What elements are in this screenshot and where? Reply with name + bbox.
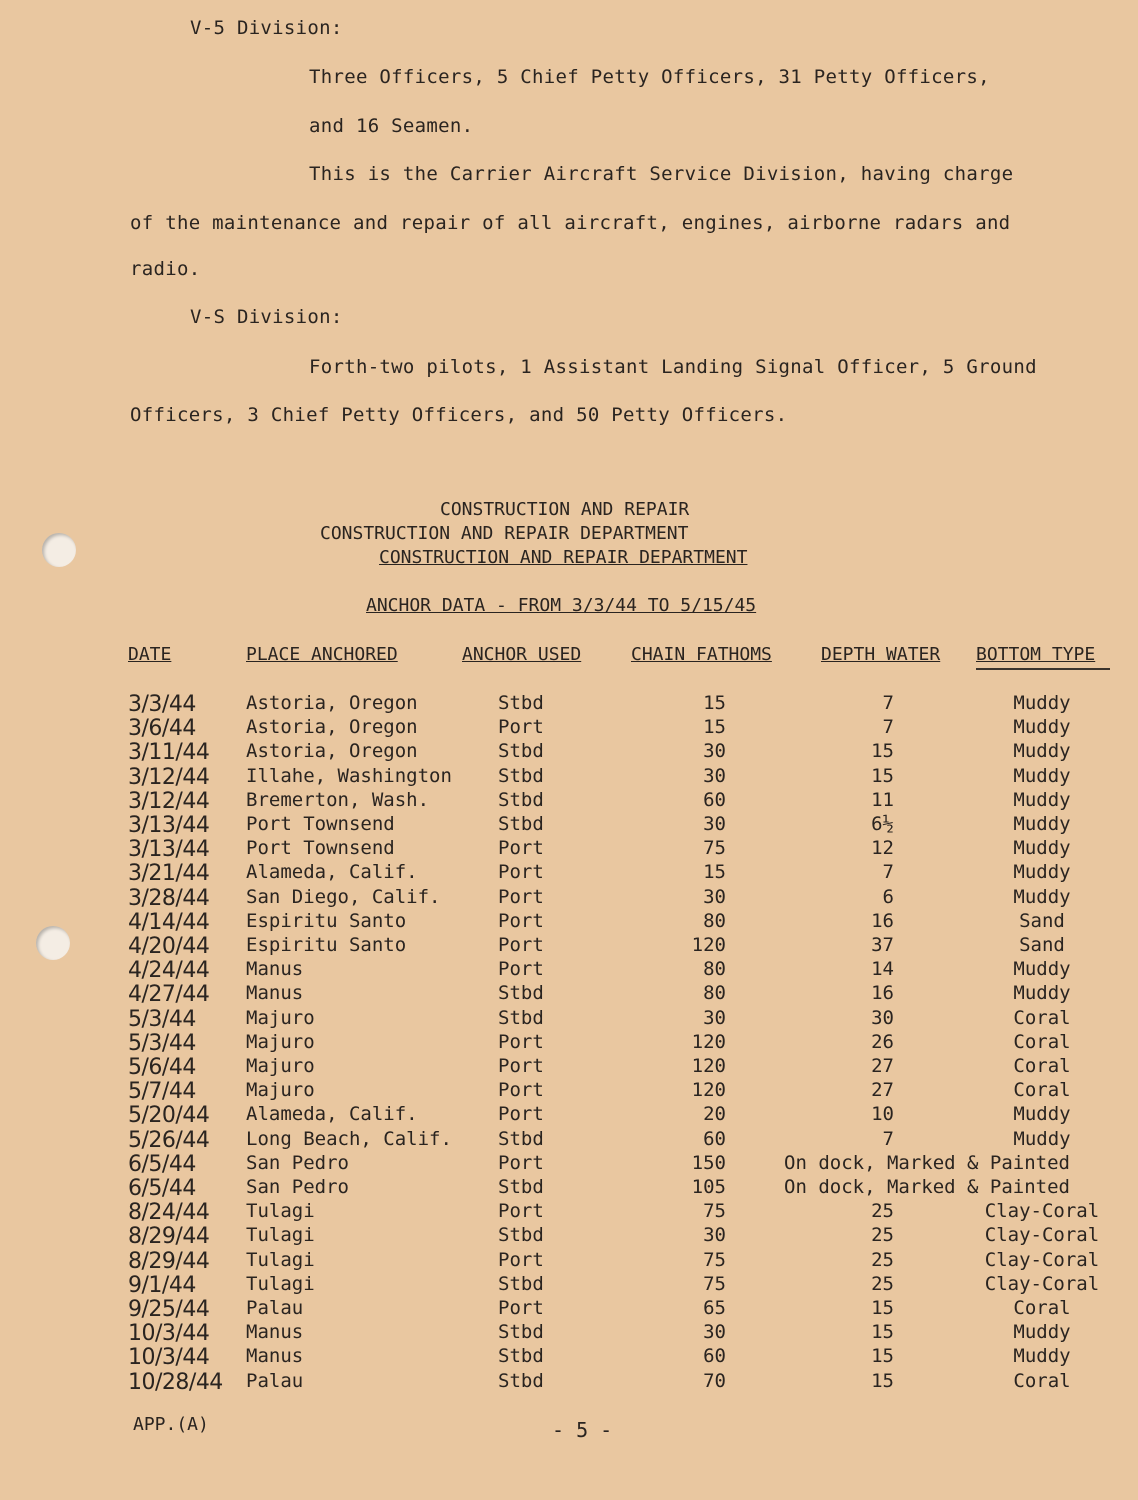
cell-anchor: Port [498, 1248, 544, 1271]
cell-depth: 10 [871, 1103, 894, 1126]
cell-bottom: Muddy [1013, 885, 1071, 908]
cell-place: Espiritu Santo [246, 909, 407, 932]
cell-anchor: Port [498, 1030, 544, 1053]
cell-date: 10/3/44 [128, 1345, 210, 1371]
cell-place: Manus [246, 1321, 304, 1344]
cell-place: Alameda, Calif. [246, 861, 418, 884]
table-row [0, 1224, 1138, 1248]
table-row [0, 934, 1138, 958]
cell-anchor: Stbd [498, 1127, 544, 1150]
cell-anchor: Stbd [498, 1345, 544, 1368]
cell-date: 8/29/44 [128, 1248, 210, 1274]
cell-fathoms: 15 [703, 861, 726, 884]
cell-place: Astoria, Oregon [246, 740, 418, 763]
cell-place: Majuro [246, 1006, 315, 1029]
table-row [0, 982, 1138, 1006]
cell-anchor: Stbd [498, 1321, 544, 1344]
cell-fathoms: 30 [703, 885, 726, 908]
cell-bottom: Muddy [1013, 764, 1071, 787]
cell-anchor: Port [498, 1079, 544, 1102]
cell-bottom: Muddy [1013, 1321, 1071, 1344]
cell-fathoms: 65 [703, 1297, 726, 1319]
table-row [0, 886, 1138, 910]
cell-date: 5/20/44 [128, 1103, 210, 1129]
cell-anchor: Stbd [498, 1176, 544, 1198]
cell-fathoms: 80 [703, 982, 726, 1005]
cell-bottom: Coral [1013, 1369, 1071, 1392]
table-row [0, 765, 1138, 789]
cell-bottom: Muddy [1013, 788, 1071, 811]
cell-bottom: Muddy [1013, 958, 1071, 981]
vs-division-heading: V-S Division: [190, 306, 343, 328]
page-number: - 5 - [552, 1418, 613, 1442]
appendix-label: APP.(A) [133, 1414, 209, 1435]
cell-place: Palau [246, 1369, 304, 1392]
cell-bottom: Muddy [1013, 837, 1071, 860]
column-header-fathoms: CHAIN FATHOMS [631, 644, 772, 665]
table-row [0, 1273, 1138, 1297]
cell-anchor: Port [498, 909, 544, 932]
cell-place: Alameda, Calif. [246, 1103, 418, 1126]
cell-bottom: Sand [1019, 909, 1065, 932]
cell-place: Majuro [246, 1030, 315, 1053]
cell-fathoms: 75 [703, 1200, 726, 1223]
cell-date: 10/3/44 [128, 1321, 210, 1347]
cell-bottom: Sand [1019, 934, 1065, 956]
table-row [0, 1079, 1138, 1103]
cell-fathoms: 75 [703, 1248, 726, 1271]
cell-date: 4/20/44 [128, 934, 210, 959]
cell-fathoms: 60 [703, 1345, 726, 1368]
cell-depth: 37 [871, 934, 894, 956]
table-row [0, 740, 1138, 764]
cell-bottom: Coral [1013, 1055, 1071, 1077]
cell-depth: 27 [871, 1079, 894, 1102]
cell-fathoms: 15 [703, 716, 726, 739]
cell-place: Manus [246, 982, 304, 1005]
cell-date: 5/26/44 [128, 1127, 210, 1153]
cell-depth: 15 [871, 1297, 894, 1319]
cell-anchor: Stbd [498, 1006, 544, 1029]
cell-fathoms: 75 [703, 837, 726, 860]
v5-division-heading: V-5 Division: [190, 17, 343, 39]
cell-place: Majuro [246, 1079, 315, 1102]
cell-anchor: Port [498, 1103, 544, 1126]
cell-date: 3/11/44 [128, 740, 210, 766]
cell-fathoms: 120 [691, 1030, 726, 1053]
table-row [0, 837, 1138, 861]
table-row [0, 861, 1138, 885]
cell-depth: 15 [871, 1345, 894, 1368]
table-row [0, 1128, 1138, 1152]
column-header-date: DATE [128, 644, 172, 665]
cell-anchor: Stbd [498, 982, 544, 1005]
cell-depth: 7 [882, 692, 894, 714]
cell-bottom: Clay-Coral [984, 1248, 1100, 1271]
cell-depth: 27 [871, 1055, 894, 1077]
table-row [0, 910, 1138, 934]
table-row [0, 1321, 1138, 1345]
cell-fathoms: 30 [703, 764, 726, 787]
cell-date: 3/28/44 [128, 885, 210, 911]
v5-description-line1: This is the Carrier Aircraft Service Division, having charge [309, 163, 1014, 185]
cell-depth: 25 [871, 1272, 894, 1295]
cell-place: San Pedro [246, 1151, 349, 1174]
cell-bottom: Coral [1013, 1006, 1071, 1029]
cell-depth: 15 [871, 1321, 894, 1344]
cell-date: 3/12/44 [128, 764, 210, 790]
cell-bottom: Muddy [1013, 692, 1071, 714]
table-row [0, 1200, 1138, 1224]
cell-anchor: Stbd [498, 1369, 544, 1392]
table-row [0, 1152, 1138, 1176]
cell-anchor: Stbd [498, 692, 544, 714]
cell-place: San Diego, Calif. [246, 885, 441, 908]
cell-note: On dock, Marked & Painted [784, 1176, 1070, 1198]
cell-date: 5/3/44 [128, 1030, 196, 1056]
cell-depth: 26 [871, 1030, 894, 1053]
cell-date: 3/13/44 [128, 837, 210, 863]
cell-place: Port Townsend [246, 813, 395, 835]
cell-place: Astoria, Oregon [246, 692, 418, 714]
cell-date: 5/6/44 [128, 1055, 196, 1080]
column-header-depth: DEPTH WATER [821, 644, 941, 665]
table-row [0, 1249, 1138, 1273]
section-title-3: CONSTRUCTION AND REPAIR DEPARTMENT [379, 547, 748, 568]
cell-anchor: Stbd [498, 1272, 544, 1295]
table-row [0, 692, 1138, 716]
cell-date: 3/6/44 [128, 716, 196, 742]
cell-place: Tulagi [246, 1224, 315, 1247]
cell-depth: 25 [871, 1224, 894, 1247]
cell-bottom: Muddy [1013, 716, 1071, 739]
cell-fathoms: 60 [703, 788, 726, 811]
cell-depth: 16 [871, 982, 894, 1005]
cell-bottom: Clay-Coral [984, 1200, 1100, 1223]
cell-place: Illahe, Washington [246, 764, 452, 787]
cell-place: Bremerton, Wash. [246, 788, 430, 811]
cell-place: Manus [246, 1345, 304, 1368]
cell-depth: 12 [871, 837, 894, 860]
cell-depth: 6 [882, 885, 894, 908]
cell-bottom: Muddy [1013, 1345, 1071, 1368]
cell-date: 5/7/44 [128, 1079, 196, 1105]
table-row [0, 1103, 1138, 1127]
table-row [0, 1031, 1138, 1055]
cell-bottom: Coral [1013, 1030, 1071, 1053]
cell-depth: 7 [882, 861, 894, 884]
cell-fathoms: 120 [691, 934, 726, 956]
cell-anchor: Port [498, 1200, 544, 1223]
cell-fathoms: 30 [703, 740, 726, 763]
column-header-anchor: ANCHOR USED [462, 644, 582, 665]
cell-fathoms: 105 [691, 1176, 726, 1198]
vs-personnel-line2: Officers, 3 Chief Petty Officers, and 50 Petty Officers. [130, 404, 788, 426]
cell-depth: 15 [871, 764, 894, 787]
cell-date: 3/13/44 [128, 813, 210, 838]
cell-depth: 25 [871, 1248, 894, 1271]
cell-date: 8/24/44 [128, 1200, 210, 1226]
cell-place: Port Townsend [246, 837, 395, 860]
table-row [0, 1370, 1138, 1394]
cell-fathoms: 70 [703, 1369, 726, 1392]
table-row [0, 1055, 1138, 1079]
cell-date: 9/25/44 [128, 1297, 210, 1322]
cell-fathoms: 20 [703, 1103, 726, 1126]
cell-date: 4/24/44 [128, 958, 210, 984]
cell-date: 6/5/44 [128, 1151, 196, 1177]
header-rule [976, 668, 1110, 670]
cell-anchor: Stbd [498, 740, 544, 763]
cell-anchor: Stbd [498, 1224, 544, 1247]
cell-date: 8/29/44 [128, 1224, 210, 1250]
table-row [0, 958, 1138, 982]
cell-bottom: Coral [1013, 1079, 1071, 1102]
cell-bottom: Muddy [1013, 740, 1071, 763]
cell-anchor: Port [498, 934, 544, 956]
cell-bottom: Muddy [1013, 982, 1071, 1005]
cell-fathoms: 80 [703, 909, 726, 932]
cell-bottom: Muddy [1013, 1103, 1071, 1126]
v5-description-line2: of the maintenance and repair of all aircraft, engines, airborne radars and [130, 212, 1011, 234]
cell-place: San Pedro [246, 1176, 349, 1198]
cell-anchor: Port [498, 861, 544, 884]
cell-depth: 7 [882, 716, 894, 739]
cell-date: 4/27/44 [128, 982, 210, 1008]
table-row [0, 789, 1138, 813]
cell-fathoms: 150 [691, 1151, 726, 1174]
section-title-1: CONSTRUCTION AND REPAIR [440, 499, 690, 520]
cell-place: Tulagi [246, 1272, 315, 1295]
cell-fathoms: 30 [703, 1006, 726, 1029]
cell-depth: 16 [871, 909, 894, 932]
cell-fathoms: 120 [691, 1079, 726, 1102]
v5-personnel-line2: and 16 Seamen. [309, 115, 474, 137]
cell-anchor: Port [498, 885, 544, 908]
cell-anchor: Port [498, 837, 544, 860]
cell-anchor: Port [498, 716, 544, 739]
cell-anchor: Stbd [498, 764, 544, 787]
cell-fathoms: 120 [691, 1055, 726, 1077]
cell-depth: 25 [871, 1200, 894, 1223]
cell-place: Majuro [246, 1055, 315, 1077]
section-title-2: CONSTRUCTION AND REPAIR DEPARTMENT [320, 523, 689, 544]
cell-place: Manus [246, 958, 304, 981]
cell-bottom: Muddy [1013, 861, 1071, 884]
cell-depth: 7 [882, 1127, 894, 1150]
column-header-place: PLACE ANCHORED [246, 644, 398, 665]
cell-bottom: Muddy [1013, 813, 1071, 835]
cell-fathoms: 60 [703, 1127, 726, 1150]
cell-anchor: Stbd [498, 813, 544, 835]
cell-anchor: Port [498, 1151, 544, 1174]
cell-bottom: Clay-Coral [984, 1272, 1100, 1295]
cell-date: 3/3/44 [128, 692, 196, 717]
cell-fathoms: 30 [703, 813, 726, 835]
cell-place: Tulagi [246, 1248, 315, 1271]
v5-personnel-line1: Three Officers, 5 Chief Petty Officers, 31 Petty Officers, [309, 66, 990, 88]
cell-place: Astoria, Oregon [246, 716, 418, 739]
cell-date: 9/1/44 [128, 1272, 196, 1298]
cell-fathoms: 75 [703, 1272, 726, 1295]
vs-personnel-line1: Forth-two pilots, 1 Assistant Landing Signal Officer, 5 Ground [309, 356, 1037, 378]
cell-date: 4/14/44 [128, 909, 210, 935]
cell-date: 10/28/44 [128, 1369, 223, 1395]
table-row [0, 1176, 1138, 1200]
cell-depth: 15 [871, 1369, 894, 1392]
cell-date: 5/3/44 [128, 1006, 196, 1032]
table-row [0, 716, 1138, 740]
cell-depth: 14 [871, 958, 894, 981]
cell-fathoms: 80 [703, 958, 726, 981]
cell-date: 3/12/44 [128, 788, 210, 814]
column-header-bottom: BOTTOM TYPE [976, 644, 1096, 665]
anchor-data-title: ANCHOR DATA - FROM 3/3/44 TO 5/15/45 [366, 595, 757, 616]
cell-anchor: Port [498, 958, 544, 981]
table-row [0, 1297, 1138, 1321]
cell-depth: 15 [871, 740, 894, 763]
cell-fathoms: 15 [703, 692, 726, 714]
cell-bottom: Muddy [1013, 1127, 1071, 1150]
cell-place: Palau [246, 1297, 304, 1319]
cell-bottom: Coral [1013, 1297, 1071, 1319]
cell-anchor: Port [498, 1055, 544, 1077]
cell-fathoms: 30 [703, 1321, 726, 1344]
table-row [0, 813, 1138, 837]
cell-note: On dock, Marked & Painted [784, 1151, 1070, 1174]
cell-date: 6/5/44 [128, 1176, 196, 1201]
cell-bottom: Clay-Coral [984, 1224, 1100, 1247]
cell-anchor: Stbd [498, 788, 544, 811]
cell-anchor: Port [498, 1297, 544, 1319]
cell-place: Espiritu Santo [246, 934, 407, 956]
cell-place: Long Beach, Calif. [246, 1127, 452, 1150]
table-row [0, 1007, 1138, 1031]
cell-date: 3/21/44 [128, 861, 210, 887]
cell-depth: 30 [871, 1006, 894, 1029]
v5-description-line3: radio. [130, 258, 201, 280]
cell-place: Tulagi [246, 1200, 315, 1223]
punch-hole [42, 533, 76, 567]
cell-fathoms: 30 [703, 1224, 726, 1247]
cell-depth: 11 [871, 788, 894, 811]
cell-depth: 6½ [871, 813, 894, 835]
table-row [0, 1345, 1138, 1369]
